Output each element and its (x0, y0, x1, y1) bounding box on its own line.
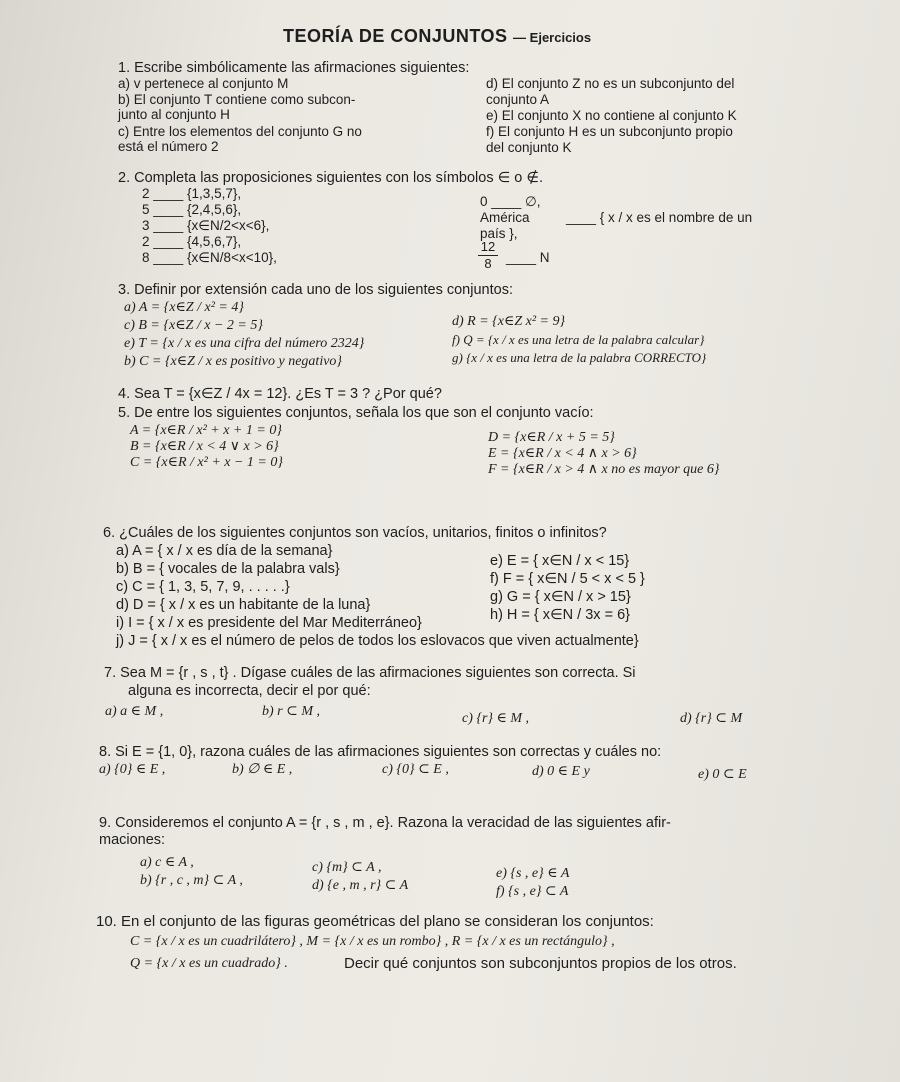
ex5-set-F: F = {x∈R / x > 4 ∧ x no es mayor que 6} (488, 462, 720, 477)
ex8-item-c: c) {0} ⊂ E , (382, 762, 449, 777)
ex2-right-2c: país }, (480, 226, 518, 241)
ex1-item-b1: b) El conjunto T contiene como subcon- (118, 92, 356, 107)
ex5-set-C: C = {x∈R / x² + x − 1 = 0} (130, 455, 283, 470)
ex10-line-2b: Decir qué conjuntos son subconjuntos propios de los otros. (344, 955, 737, 972)
fraction-numerator: 12 (480, 239, 496, 254)
ex2-left-3: 3 ____ {x∈N/2<x<6}, (142, 218, 270, 233)
ex2-right-2a: América (480, 210, 530, 225)
ex7-item-c: c) {r} ∈ M , (462, 711, 530, 726)
ex1-item-a: a) v pertenece al conjunto M (118, 76, 289, 91)
ex1-item-c2: está el número 2 (118, 139, 219, 154)
ex3-item-f: f) Q = {x / x es una letra de la palabra calcular} (452, 332, 705, 347)
ex5-set-B: B = {x∈R / x < 4 ∨ x > 6} (130, 439, 279, 454)
ex8-item-d: d) 0 ∈ E y (532, 764, 590, 779)
ex5-set-D: D = {x∈R / x + 5 = 5} (488, 430, 615, 445)
ex1-item-d2: conjunto A (486, 92, 550, 107)
ex3-question: 3. Definir por extensión cada uno de los siguientes conjuntos: (118, 282, 513, 298)
ex2-left-4: 2 ____ {4,5,6,7}, (142, 234, 242, 249)
ex2-left-2: 5 ____ {2,4,5,6}, (142, 202, 242, 217)
ex9-item-f: f) {s , e} ⊂ A (496, 884, 569, 899)
ex2-question: 2. Completa las proposiciones siguientes con los símbolos ∈ o ∉. (118, 170, 544, 186)
ex8-item-a: a) {0} ∈ E , (99, 762, 166, 777)
ex7-question-2: alguna es incorrecta, decir el por qué: (128, 683, 371, 699)
ex1-item-b2: junto al conjunto H (118, 107, 230, 122)
ex9-item-d: d) {e , m , r} ⊂ A (312, 878, 409, 893)
ex2-right-1: 0 ____ ∅, (480, 194, 541, 209)
ex6-item-c: c) C = { 1, 3, 5, 7, 9, . . . . .} (116, 579, 290, 595)
ex1-question: 1. Escribe simbólicamente las afirmaciones siguientes: (118, 60, 470, 76)
ex9-question-2: maciones: (99, 832, 166, 848)
ex6-question: 6. ¿Cuáles de los siguientes conjuntos son vacíos, unitarios, finitos o infinitos? (103, 525, 607, 541)
ex9-question-1: 9. Consideremos el conjunto A = {r , s , m , e}. Razona la veracidad de las siguientes afir- (99, 815, 671, 831)
page-title (283, 28, 591, 46)
ex5-set-E: E = {x∈R / x < 4 ∧ x > 6} (488, 446, 637, 461)
ex2-fraction (478, 240, 498, 271)
ex10-line-2a: Q = {x / x es un cuadrado} . (130, 956, 288, 971)
ex3-item-c: c) B = {x∈Z / x − 2 = 5} (124, 318, 263, 333)
ex8-item-b: b) ∅ ∈ E , (232, 762, 293, 777)
ex7-item-a: a) a ∈ M , (105, 704, 164, 719)
ex2-left-5: 8 ____ {x∈N/8<x<10}, (142, 250, 277, 265)
ex8-question: 8. Si E = {1, 0}, razona cuáles de las afirmaciones siguientes son correctas y cuáles no: (99, 744, 662, 760)
ex5-question: 5. De entre los siguientes conjuntos, señala los que son el conjunto vacío: (118, 405, 594, 421)
ex7-item-d: d) {r} ⊂ M (680, 711, 743, 726)
title-subtitle: — Ejercicios (513, 30, 592, 45)
fraction-denominator: 8 (484, 256, 492, 271)
title-text: TEORÍA DE CONJUNTOS (283, 26, 508, 46)
ex7-item-b: b) r ⊂ M , (262, 704, 321, 719)
ex7-question-1: 7. Sea M = {r , s , t} . Dígase cuáles de las afirmaciones siguientes son correcta. Si (104, 665, 636, 681)
ex9-item-e: e) {s , e} ∈ A (496, 866, 570, 881)
ex2-left-1: 2 ____ {1,3,5,7}, (142, 186, 242, 201)
ex3-item-b: b) C = {x∈Z / x es positivo y negativo} (124, 354, 343, 369)
ex6-item-b: b) B = { vocales de la palabra vals} (116, 561, 340, 577)
ex2-right-2b: ____ { x / x es el nombre de un (566, 210, 753, 225)
ex6-item-i: i) I = { x / x es presidente del Mar Mediterráneo} (116, 615, 422, 631)
ex6-item-j: j) J = { x / x es el número de pelos de todos los eslovacos que viven actualmente} (116, 633, 639, 649)
ex4-question: 4. Sea T = {x∈Z / 4x = 12}. ¿Es T = 3 ? ¿Por qué? (118, 386, 442, 402)
ex1-item-f2: del conjunto K (486, 140, 572, 155)
ex3-item-d: d) R = {x∈Z x² = 9} (452, 314, 566, 329)
ex3-item-e: e) T = {x / x es una cifra del número 2324} (124, 336, 365, 351)
ex6-item-f: f) F = { x∈N / 5 < x < 5 } (490, 571, 645, 587)
ex2-right-3: ____ N (506, 250, 550, 265)
ex6-item-h: h) H = { x∈N / 3x = 6} (490, 607, 630, 623)
ex10-line-1: C = {x / x es un cuadrilátero} , M = {x / x es un rombo} , R = {x / x es un rectángulo} , (130, 934, 615, 949)
ex9-item-b: b) {r , c , m} ⊂ A , (140, 873, 243, 888)
ex3-item-g: g) {x / x es una letra de la palabra CORRECTO} (452, 350, 707, 365)
ex1-item-e: e) El conjunto X no contiene al conjunto K (486, 108, 737, 123)
ex3-item-a: a) A = {x∈Z / x² = 4} (124, 300, 244, 315)
ex6-item-a: a) A = { x / x es día de la semana} (116, 543, 333, 559)
ex9-item-a: a) c ∈ A , (140, 855, 194, 870)
ex8-item-e: e) 0 ⊂ E (698, 767, 747, 782)
ex10-question: 10. En el conjunto de las figuras geométricas del plano se consideran los conjuntos: (96, 913, 654, 930)
ex6-item-g: g) G = { x∈N / x > 15} (490, 589, 631, 605)
ex5-set-A: A = {x∈R / x² + x + 1 = 0} (130, 423, 282, 438)
ex9-item-c: c) {m} ⊂ A , (312, 860, 382, 875)
ex6-item-e: e) E = { x∈N / x < 15} (490, 553, 630, 569)
ex1-item-d1: d) El conjunto Z no es un subconjunto del (486, 76, 735, 91)
ex1-item-c1: c) Entre los elementos del conjunto G no (118, 124, 362, 139)
ex6-item-d: d) D = { x / x es un habitante de la luna} (116, 597, 371, 613)
ex1-item-f1: f) El conjunto H es un subconjunto propio (486, 124, 733, 139)
